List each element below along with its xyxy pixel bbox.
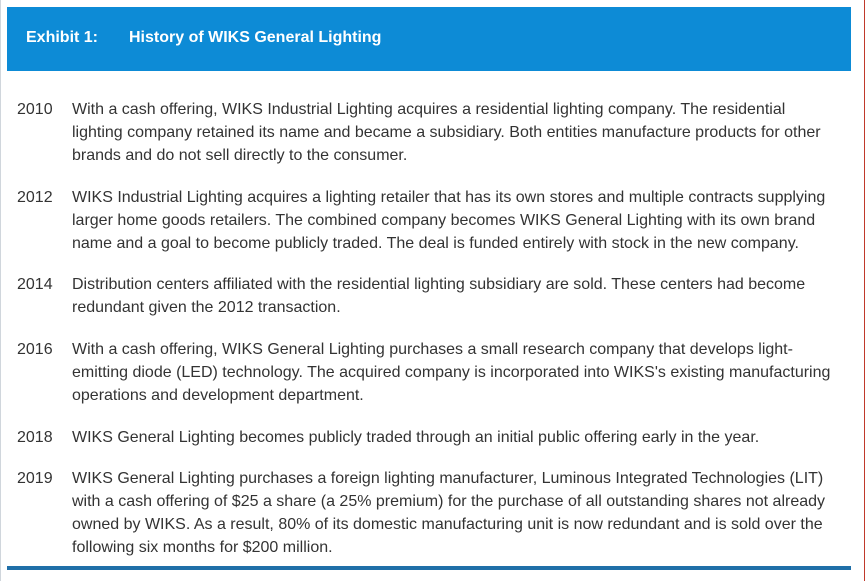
entry-text: WIKS General Lighting becomes publicly traded through an initial public offering early in the year. [72,429,760,446]
entry-year: 2018 [17,429,53,446]
entry-year: 2014 [17,276,53,293]
footer-divider [7,566,851,570]
exhibit-header [7,7,851,71]
exhibit-label: Exhibit 1: [26,29,99,46]
entry-text: Distribution centers affiliated with the residential lighting subsidiary are sold. These centers had become redundant given the 2012 transaction. [72,276,806,316]
entry-year: 2019 [17,470,53,487]
entry-year: 2016 [17,341,53,358]
entry-text: WIKS Industrial Lighting acquires a lighting retailer that has its own stores and multiple contracts supplying larger home goods retailers. The combined company becomes WIKS General Lighting with its own brand name and a goal to become publicly traded. The deal is funded entirely with stock in the new company. [72,189,826,252]
exhibit-title: History of WIKS General Lighting [129,29,382,46]
entry-text: WIKS General Lighting purchases a foreign lighting manufacturer, Luminous Integrated Technologies (LIT) with a cash offering of $25 a share (a 25% premium) for the purchase of all outstanding shares not already owned by WIKS. As a result, 80% of its domestic manufacturing unit is now redundant and is sold over the following six months for $200 million. [72,470,826,556]
entry-text: With a cash offering, WIKS General Lighting purchases a small research company that develops light-emitting diode (LED) technology. The acquired company is incorporated into WIKS's existing manufacturing operations and development department. [72,341,831,404]
entry-text: With a cash offering, WIKS Industrial Lighting acquires a residential lighting company. The residential lighting company retained its name and became a subsidiary. Both entities manufacture products for other brands and do not sell directly to the consumer. [72,101,821,164]
entry-year: 2012 [17,189,53,206]
entry-year: 2010 [17,101,53,118]
